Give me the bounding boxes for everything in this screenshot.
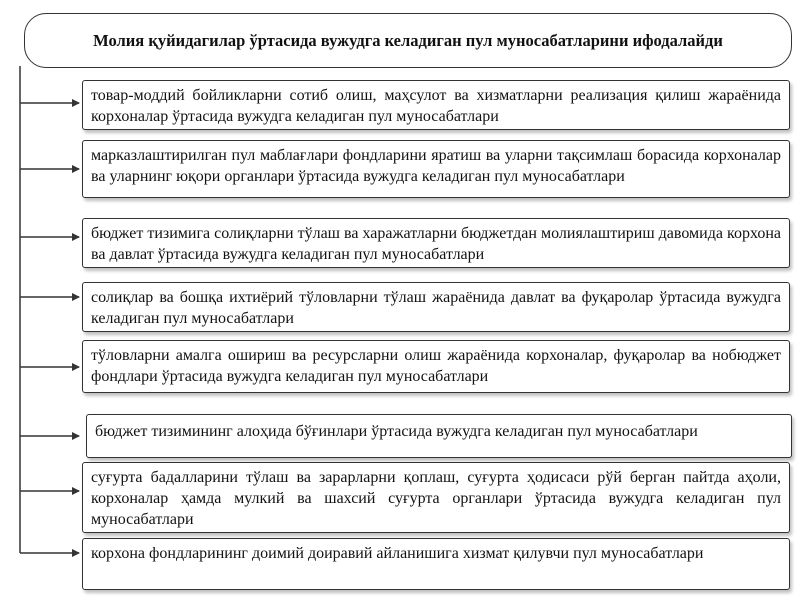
relation-box-6: бюджет тизимининг алоҳида бўғинлари ўртасида вужудга келадиган пул муносабатлари bbox=[86, 414, 792, 458]
relation-box-4: солиқлар ва бошқа ихтиёрий тўловларни тўлаш жараёнида давлат ва фуқаролар ўртасида вужудга келадиган пул муносабатлари bbox=[82, 282, 790, 332]
relation-box-2: марказлаштирилган пул маблағлари фондларини яратиш ва уларни тақсимлаш борасида корхоналар ва уларнинг юқори органлари ўртасида вужудга келадиган пул муносабатлари bbox=[82, 140, 790, 198]
relation-box-5: тўловларни амалга ошириш ва ресурсларни олиш жараёнида корхоналар, фуқаролар ва нобюджет фондлари ўртасида вужудга келадиган пул муносабатлари bbox=[82, 340, 790, 393]
relation-box-7: суғурта бадалларини тўлаш ва зарарларни қоплаш, суғурта ҳодисаси рўй берган пайтда аҳоли, корхоналар ҳамда мулкий ва шахсий суғурта органлари ўртасида вужудга келадиган пул муносабатлари bbox=[82, 462, 790, 533]
relation-box-3: бюджет тизимига солиқларни тўлаш ва харажатларни бюджетдан молиялаштириш давомида корхона ва давлат ўртасида вужудга келадиган пул муносабатлари bbox=[82, 218, 790, 268]
diagram-title: Молия қуйидагилар ўртасида вужудга келадиган пул муносабатларини ифодалайди bbox=[24, 13, 792, 68]
relation-box-8: корхона фондларининг доимий доиравий айланишига хизмат қилувчи пул муносабатлари bbox=[82, 538, 790, 590]
relation-box-1: товар-моддий бойликларни сотиб олиш, маҳсулот ва хизматларни реализация қилиш жараёнида корхоналар ўртасида вужудга келадиган пул муносабатлари bbox=[82, 80, 790, 130]
